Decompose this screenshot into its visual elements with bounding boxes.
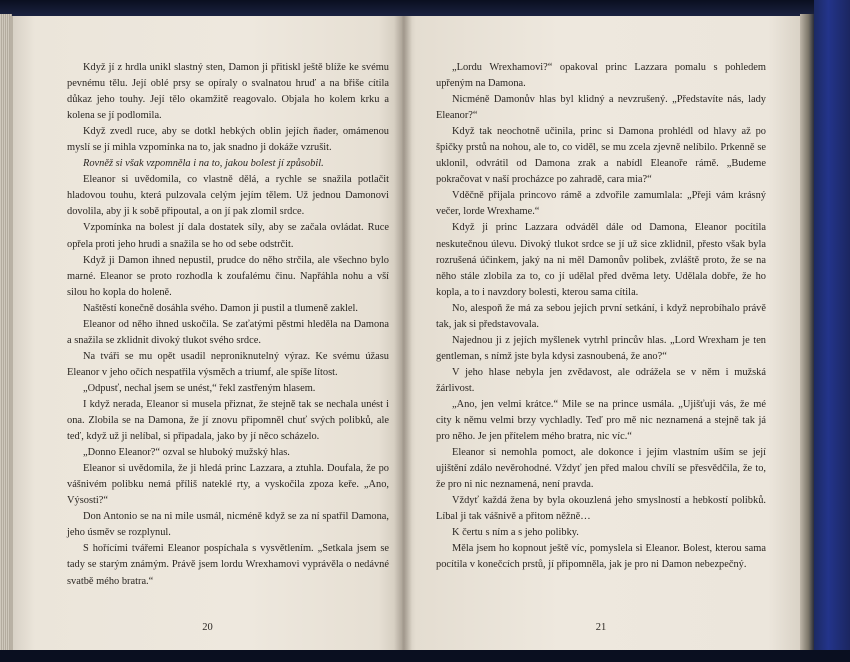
right-page	[402, 16, 800, 650]
paragraph: „Lordu Wrexhamovi?“ opakoval princ Lazzara pomalu s pohledem upřeným na Damona.	[436, 62, 766, 90]
paragraph: Vzpomínka na bolest jí dala dostatek síly, aby se začala ovládat. Ruce opřela proti jeho hrudi a snažila se ho od sebe odstrčit.	[67, 222, 389, 250]
background-bottom	[0, 650, 850, 662]
paragraph: Vděčně přijala princovo rámě a zdvořile zamumlala: „Přeji vám krásný večer, lorde Wrexhame.“	[436, 190, 766, 218]
page-edges-right	[800, 14, 814, 652]
paragraph: Najednou ji z jejích myšlenek vytrhl princův hlas. „Lord Wrexham je ten gentleman, s nímž jste byla kdysi zasnoubená, že ano?“	[436, 334, 766, 362]
paragraph: Eleanor si uvědomila, že ji hledá princ Lazzara, a ztuhla. Doufala, že po vášnivém polibku nemá příliš nateklé rty, a vyskočila zpoza keře. „Ano, Výsosti?“	[67, 463, 389, 507]
paragraph: Naštěstí konečně dosáhla svého. Damon ji pustil a tlumeně zaklel.	[83, 302, 358, 314]
right-page-text	[436, 60, 766, 574]
paragraph: Když zvedl ruce, aby se dotkl hebkých oblin jejích ňader, omámenou myslí se jí mihla vzpomínka na to, jak snadno ji dokáže vzrušit.	[67, 126, 389, 154]
paragraph: I když nerada, Eleanor si musela přiznat, že stejně tak se nechala unést i ona. Zlobila se na Damona, že jí znovu připomněl chuť svých polibků, ale teď, když už ji nelíbal, si připadala, jako by jí něco scházelo.	[67, 398, 389, 443]
book-cover-edge	[814, 0, 850, 662]
left-page	[10, 16, 402, 650]
paragraph: Eleanor si uvědomila, co vlastně dělá, a rychle se snažila potlačit hladovou touhu, která pulzovala celým jejím tělem. Už jednou Damonovi dovolila, aby ji k sobě připoutal, a on jí pak zlomil srdce.	[67, 174, 389, 218]
paragraph: Nicméně Damonův hlas byl klidný a nevzrušený. „Představíte nás, lady Eleanor?“	[436, 94, 766, 122]
right-page-number: 21	[595, 622, 607, 633]
paragraph: V jeho hlase nebyla jen zvědavost, ale odrážela se v něm i mužská žárlivost.	[436, 366, 766, 394]
paragraph: S hořícími tvářemi Eleanor pospíchala s vysvětlením. „Setkala jsem se tady se starým známým. Právě jsem lordu Wrexhamovi vyprávěla o nedávné svatbě mého bratra.“	[67, 543, 389, 587]
paragraph: Vždyť každá žena by byla okouzlená jeho smyslností a hebkostí polibků. Líbal ji tak vášnivě a přitom něžně…	[436, 495, 766, 523]
paragraph: Když ji Damon ihned nepustil, prudce do něho strčila, ale všechno bylo marné. Eleanor se proto rozhodla k zoufalému činu. Napřáhla nohu a vší silou ho kopla do holeně.	[67, 254, 389, 298]
paragraph: Když ji princ Lazzara odváděl dále od Damona, Eleanor pocítila neskutečnou úlevu. Divoký tlukot srdce se jí už sice zklidnil, přesto však byla rozrušená účinkem, jaký na ni měl Damonův polibek, zvláště proto, že se na něho stále zlobila za to, co jí udělal před dvěma lety. Udělala dobře, že ho kopla, a to i navzdory bolesti, kterou sama cítila.	[436, 222, 766, 298]
paragraph: Don Antonio se na ni mile usmál, nicméně když se za ní spatřil Damona, jeho úsměv se rozplynul.	[67, 511, 389, 539]
paragraph: Eleanor od něho ihned uskočila. Se zaťatými pěstmi hleděla na Damona a snažila se zklidnit divoký tlukot svého srdce.	[67, 318, 389, 346]
paragraph: Rovněž si však vzpomněla i na to, jakou bolest jí způsobil.	[83, 158, 324, 170]
paragraph: Eleanor si nemohla pomoct, ale dokonce i jejím vlastním uším se její ujištění zdálo nevěrohodné. Vždyť jen před malou chvílí se přesvědčila, že to, že pro ni nic neznamená, není pravda.	[436, 447, 766, 491]
paragraph: Na tváři se mu opět usadil neproniknutelný výraz. Ke svému úžasu Eleanor v jeho očích nespatřila výsměch a triumf, ale spíše lítost.	[67, 350, 389, 378]
paragraph: „Donno Eleanor?“ ozval se hluboký mužský hlas.	[83, 447, 290, 459]
paragraph: Měla jsem ho kopnout ještě víc, pomyslela si Eleanor. Bolest, kterou sama pocítila v konečcích prstů, jí připomněla, jak je pro ni Damon nebezpečný.	[436, 543, 766, 571]
paragraph: Když jí z hrdla unikl slastný sten, Damon ji přitiskl ještě blíže ke svému pevnému tělu. Její oblé prsy se opíraly o svalnatou hruď a na břiše cítila důkaz jeho touhy. Její tělo okamžitě reagovalo. Objala ho kolem krku a kolena se jí podlomila.	[67, 62, 389, 122]
paragraph: „Odpusť, nechal jsem se unést,“ řekl zastřeným hlasem.	[83, 382, 316, 394]
left-page-text	[67, 60, 389, 590]
paragraph: „Ano, jen velmi krátce.“ Mile se na prince usmála. „Ujišťuji vás, že mé city k němu velmi brzy vychladly. Teď pro mě nic neznamená a stejně tak já pro něho. Je jen přítelem mého bratra, nic víc.“	[436, 398, 766, 443]
book-gutter	[394, 16, 412, 650]
paragraph: No, alespoň že má za sebou jejich první setkání, i když neprobíhalo právě tak, jak si představovala.	[436, 302, 766, 330]
background-top	[0, 0, 850, 16]
paragraph: Když tak neochotně učinila, princ si Damona prohlédl od hlavy až po špičky prstů na nohou, ale to, co viděl, se mu zcela zjevně nelíbilo. Prkenně se uklonil, odvrátil od Damona zrak a nabídl Eleanoře rámě. „Budeme pokračovat v naší procházce po zahradě, cara mia?“	[436, 126, 766, 186]
left-page-number: 20	[202, 622, 213, 633]
paragraph: K čertu s ním a s jeho polibky.	[452, 527, 579, 539]
